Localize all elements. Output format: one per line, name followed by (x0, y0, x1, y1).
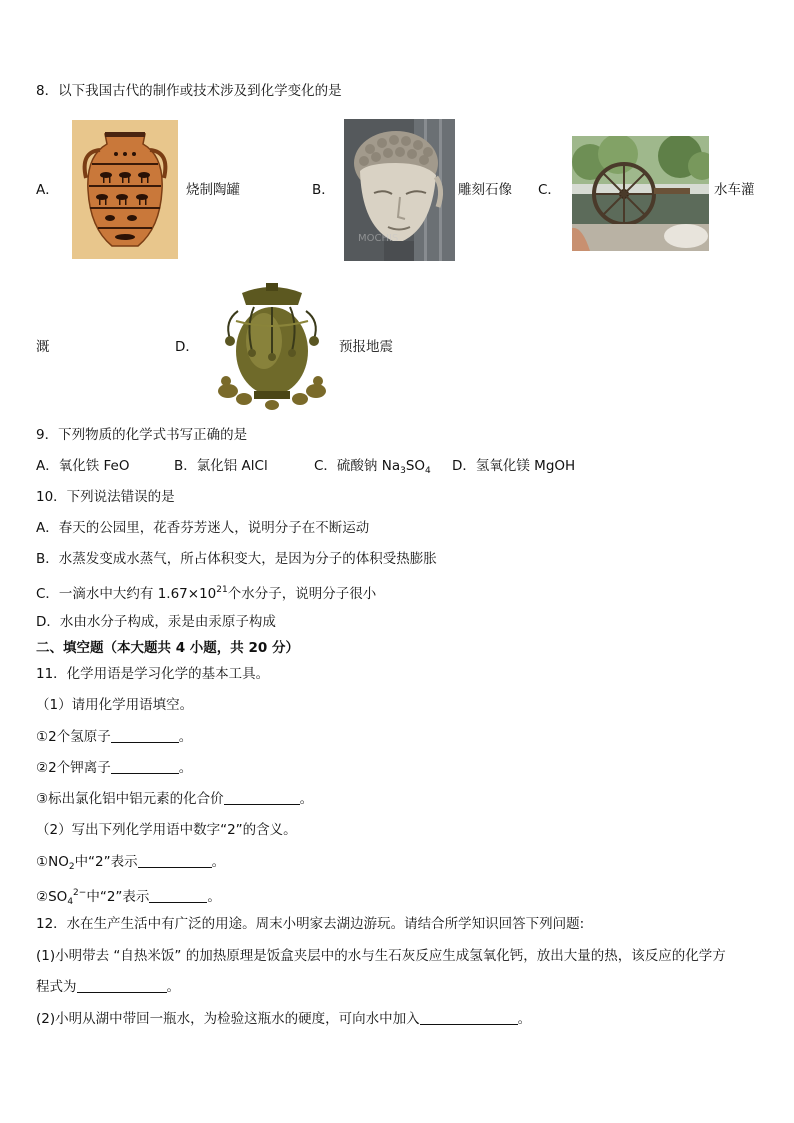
q8-option-a-text: 烧制陶罐 (186, 182, 240, 198)
waterwheel-image (572, 136, 709, 251)
q11-part2: （2）写出下列化学用语中数字“2”的含义。 (36, 822, 297, 838)
q8-stem: 8．以下我国古代的制作或技术涉及到化学变化的是 (36, 83, 342, 99)
q11-item3: ③标出氯化铝中铝元素的化合价 。 (36, 791, 314, 807)
q9-option-c: C．硫酸钠 $Na_3SO_4$ (314, 458, 431, 476)
q12-part1-line2: 程式为 。 (36, 979, 180, 995)
answer-blank[interactable] (149, 888, 207, 903)
q10-option-d: D．水由水分子构成，汞是由汞原子构成 (36, 614, 276, 630)
q11-part1: （1）请用化学用语填空。 (36, 697, 194, 713)
seismograph-image (214, 281, 330, 411)
q9-option-d: D．氢氧化镁 MgOH (452, 458, 576, 474)
q9-stem: 9．下列物质的化学式书写正确的是 (36, 427, 248, 443)
answer-blank[interactable] (111, 759, 179, 774)
answer-blank[interactable] (111, 728, 179, 743)
q11-stem: 11．化学用语是学习化学的基本工具。 (36, 666, 270, 682)
q11-item5: $②SO_4^{2-}$中“2”表示 。 (36, 888, 221, 907)
q10-option-c: C．一滴水中大约有 $1.67\times 10^{21}$个水分子，说明分子很小 (36, 585, 377, 602)
q9-option-b: B．氯化铝 AlCl (174, 458, 268, 474)
q8-option-b-text: 雕刻石像 (458, 182, 512, 198)
q8-option-b-label: B． (312, 182, 335, 198)
q11-item1: ①2个氢原子 。 (36, 729, 193, 745)
q8-option-c-label: C． (538, 182, 561, 198)
answer-blank[interactable] (77, 978, 167, 993)
q8-option-c-text: 水车灌 (714, 182, 755, 198)
answer-blank[interactable] (224, 790, 300, 805)
q10-option-a: A．春天的公园里，花香芬芳迷人，说明分子在不断运动 (36, 520, 370, 536)
q11-item2: ②2个钾离子 。 (36, 760, 193, 776)
section-heading: 二、填空题（本大题共 4 小题，共 20 分） (36, 640, 299, 656)
q8-option-a-label: A． (36, 182, 59, 198)
q9-option-a: A．氧化铁 FeO (36, 458, 130, 474)
q10-option-b: B．水蒸发变成水蒸气，所占体积变大，是因为分子的体积受热膨胀 (36, 551, 437, 567)
q12-part2: (2)小明从湖中带回一瓶水，为检验这瓶水的硬度，可向水中加入 。 (36, 1011, 532, 1027)
answer-blank[interactable] (138, 853, 212, 868)
q11-item4: $①NO_2$中“2”表示 。 (36, 854, 226, 872)
stone-buddha-head-image (344, 119, 455, 261)
q12-stem: 12．水在生产生活中有广泛的用途。周末小明家去湖边游玩。请结合所学知识回答下列问题: (36, 916, 585, 932)
q12-part1-line1: (1)小明带去 “自热米饭” 的加热原理是饭盒夹层中的水与生石灰反应生成氢氧化钙，放出大量的热，该反应的化学方 (36, 948, 726, 964)
q8-option-c-text-wrap: 溉 (36, 339, 50, 355)
pottery-jar-image (72, 120, 178, 259)
watermark-text: MOCHIS (358, 233, 399, 244)
q8-option-d-label: D． (175, 339, 199, 355)
q10-stem: 10．下列说法错误的是 (36, 489, 175, 505)
answer-blank[interactable] (420, 1010, 518, 1025)
q8-option-d-text: 预报地震 (339, 339, 393, 355)
